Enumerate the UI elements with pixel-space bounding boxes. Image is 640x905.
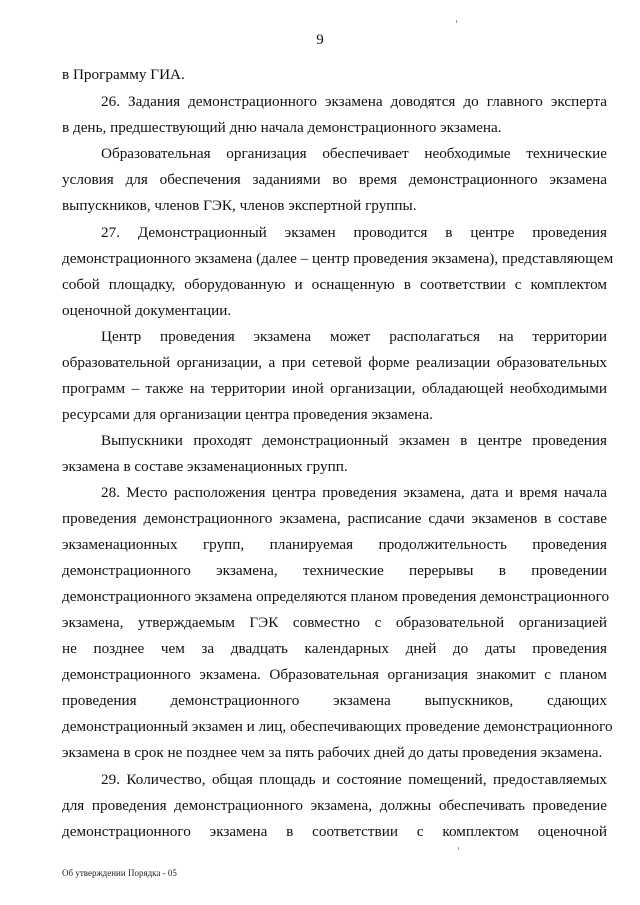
text-line: не позднее чем за двадцать календарных дней до даты проведения <box>62 640 607 657</box>
text-line: демонстрационный экзамен и лиц, обеспечивающих проведение демонстрационного <box>62 718 613 735</box>
text-line: Образовательная организация обеспечивает необходимые технические <box>101 145 607 162</box>
page-number: 9 <box>316 32 324 48</box>
text-line: в Программу ГИА. <box>62 66 185 83</box>
text-line: условия для обеспечения заданиями во время демонстрационного экзамена <box>62 171 607 188</box>
scan-speck <box>456 20 457 23</box>
text-line: 27. Демонстрационный экзамен проводится в центре проведения <box>101 224 607 241</box>
text-line: Выпускники проходят демонстрационный экзамен в центре проведения <box>101 432 607 449</box>
text-line: для проведения демонстрационного экзамена, должны обеспечивать проведение <box>62 797 607 814</box>
text-line: 28. Место расположения центра проведения экзамена, дата и время начала <box>101 484 607 501</box>
text-line: экзамена, утверждаемым ГЭК совместно с образовательной организацией <box>62 614 607 631</box>
scan-speck <box>458 847 459 850</box>
text-line: выпускников, членов ГЭК, членов экспертной группы. <box>62 197 417 214</box>
text-line: ресурсами для организации центра проведения экзамена. <box>62 406 433 423</box>
text-line: Центр проведения экзамена может располагаться на территории <box>101 328 607 345</box>
text-line: экзамена в составе экзаменационных групп. <box>62 458 348 475</box>
text-line: демонстрационного экзамена. Образовательная организация знакомит с планом <box>62 666 607 683</box>
text-line: в день, предшествующий дню начала демонстрационного экзамена. <box>62 119 502 136</box>
text-line: собой площадку, оборудованную и оснащенную в соответствии с комплектом <box>62 276 607 293</box>
text-line: проведения демонстрационного экзамена, расписание сдачи экзаменов в составе <box>62 510 607 527</box>
text-line: экзамена в срок не позднее чем за пять рабочих дней до даты проведения экзамена. <box>62 744 603 761</box>
text-line: 29. Количество, общая площадь и состояние помещений, предоставляемых <box>101 771 607 788</box>
text-line: 26. Задания демонстрационного экзамена доводятся до главного эксперта <box>101 93 607 110</box>
text-line: демонстрационного экзамена в соответствии с комплектом оценочной <box>62 823 607 840</box>
text-line: демонстрационного экзамена, технические перерывы в проведении <box>62 562 607 579</box>
text-line: программ – также на территории иной организации, обладающей необходимыми <box>62 380 607 397</box>
text-line: демонстрационного экзамена определяются планом проведения демонстрационного <box>62 588 610 605</box>
text-line: образовательной организации, а при сетевой форме реализации образовательных <box>62 354 607 371</box>
text-line: демонстрационного экзамена (далее – центр проведения экзамена), представляющем <box>62 250 614 267</box>
footer-note: Об утверждении Порядка - 05 <box>62 868 177 878</box>
text-line: проведения демонстрационного экзамена выпускников, сдающих <box>62 692 607 709</box>
text-line: экзаменационных групп, планируемая продолжительность проведения <box>62 536 607 553</box>
text-line: оценочной документации. <box>62 302 232 319</box>
